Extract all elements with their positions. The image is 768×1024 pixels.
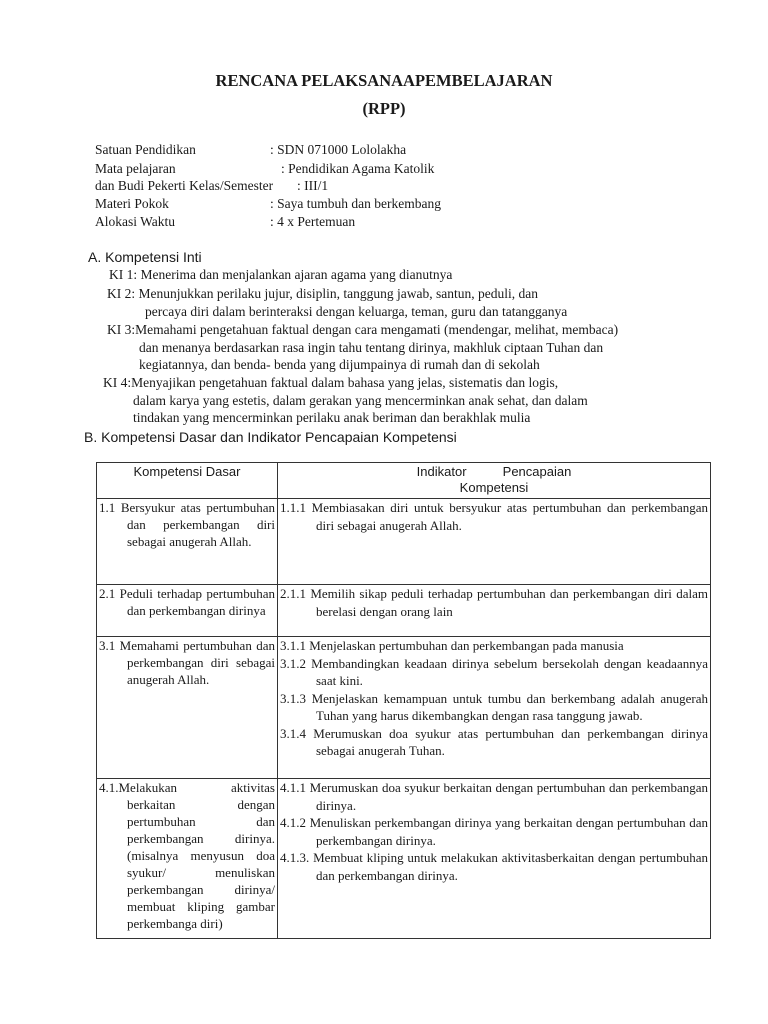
ki-line: dan menanya berdasarkan rasa ingin tahu tentang dirinya, makhluk ciptaan Tuhan dan	[139, 340, 604, 355]
table-row	[97, 779, 711, 939]
kd-cell: 1.1 Bersyukur atas pertumbuhan dan perkembangan diri sebagai anugerah Allah.	[97, 499, 278, 585]
meta-label-satuan: Satuan Pendidikan	[95, 142, 196, 157]
indicator-item: 2.1.1 Memilih sikap peduli terhadap pertumbuhan dan perkembangan diri dalam berelasi dengan orang lain	[280, 586, 708, 619]
document-title: RENCANA PELAKSANAAPEMBELAJARAN	[215, 71, 553, 90]
table-row	[97, 637, 711, 779]
indicator-item: 4.1.2 Menuliskan perkembangan dirinya yang berkaitan dengan pertumbuhan dan perkembangan dirinya.	[280, 815, 708, 848]
document-subtitle: (RPP)	[362, 99, 406, 118]
section-a-heading: A. Kompetensi Inti	[88, 249, 202, 265]
indicator-item: 4.1.1 Merumuskan doa syukur berkaitan dengan pertumbuhan dan perkembangan dirinya.	[280, 780, 708, 813]
indicator-cell	[278, 585, 711, 637]
kd-cell: 3.1 Memahami pertumbuhan dan perkembangan diri sebagai anugerah Allah.	[97, 637, 278, 779]
indicator-item: 1.1.1 Membiasakan diri untuk bersyukur atas pertumbuhan dan perkembangan diri sebagai anugerah Allah.	[280, 500, 708, 533]
ki-line: KI 2: Menunjukkan perilaku jujur, disiplin, tanggung jawab, santun, peduli, dan	[107, 286, 539, 301]
ki-line: dalam karya yang estetis, dalam gerakan yang mencerminkan anak sehat, dan dalam	[133, 393, 588, 408]
competency-table	[96, 462, 711, 939]
section-b-heading: B. Kompetensi Dasar dan Indikator Pencapaian Kompetensi	[84, 429, 457, 445]
kd-cell: 2.1 Peduli terhadap pertumbuhan dan perkembangan dirinya	[97, 585, 278, 637]
header-kompetensi-dasar: Kompetensi Dasar	[97, 463, 278, 499]
table-header-row	[97, 463, 711, 499]
header-indikator: Indikator Pencapaian Kompetensi	[278, 463, 711, 499]
ki-line: kegiatannya, dan benda- benda yang dijumpainya di rumah dan di sekolah	[139, 357, 540, 372]
meta-value-materi: : Saya tumbuh dan berkembang	[270, 196, 441, 211]
indicator-cell	[278, 499, 711, 585]
meta-value-mapel: : Pendidikan Agama Katolik	[281, 161, 435, 176]
meta-label-kelas: dan Budi Pekerti Kelas/Semester	[95, 178, 274, 193]
table-row	[97, 585, 711, 637]
meta-label-materi: Materi Pokok	[95, 196, 169, 211]
indicator-cell	[278, 779, 711, 939]
indicator-cell	[278, 637, 711, 779]
indicator-item: 3.1.4 Merumuskan doa syukur atas pertumbuhan dan perkembangan dirinya sebagai anugerah Tuhan.	[280, 725, 708, 758]
indicator-item: 4.1.3. Membuat kliping untuk melakukan aktivitasberkaitan dengan pertumbuhan dan perkembangan dirinya.	[280, 850, 708, 883]
ki-line: percaya diri dalam berinteraksi dengan keluarga, teman, guru dan tatangganya	[145, 304, 568, 319]
ki-line: tindakan yang mencerminkan perilaku anak beriman dan berakhlak mulia	[133, 410, 531, 425]
ki-line: KI 1: Menerima dan menjalankan ajaran agama yang dianutnya	[109, 267, 453, 282]
meta-value-satuan: : SDN 071000 Lololakha	[270, 142, 407, 157]
indicator-item: 3.1.3 Menjelaskan kemampuan untuk tumbu dan berkembang adalah anugerah Tuhan yang harus dikembangkan dengan rasa tanggung jawab.	[280, 690, 708, 723]
meta-label-alokasi: Alokasi Waktu	[95, 214, 176, 229]
table-row	[97, 499, 711, 585]
indicator-item: 3.1.1 Menjelaskan pertumbuhan dan perkembangan pada manusia	[280, 638, 624, 653]
indicator-item: 3.1.2 Membandingkan keadaan dirinya sebelum bersekolah dengan keadaannya saat kini.	[280, 655, 708, 688]
ki-line: KI 3:Memahami pengetahuan faktual dengan cara mengamati (mendengar, melihat, membaca)	[107, 322, 619, 337]
kd-cell: 4.1.Melakukan aktivitas berkaitan dengan pertumbuhan dan perkembangan dirinya. (misalnya menyusun doa syukur/ menuliskan perkembangan dirinya/ membuat kliping gambar perkembanga diri)	[97, 779, 278, 939]
meta-label-mapel: Mata pelajaran	[95, 161, 176, 176]
ki-line: KI 4:Menyajikan pengetahuan faktual dalam bahasa yang jelas, sistematis dan logis,	[103, 375, 559, 390]
meta-value-alokasi: : 4 x Pertemuan	[270, 214, 356, 229]
meta-value-kelas: : III/1	[297, 178, 329, 193]
